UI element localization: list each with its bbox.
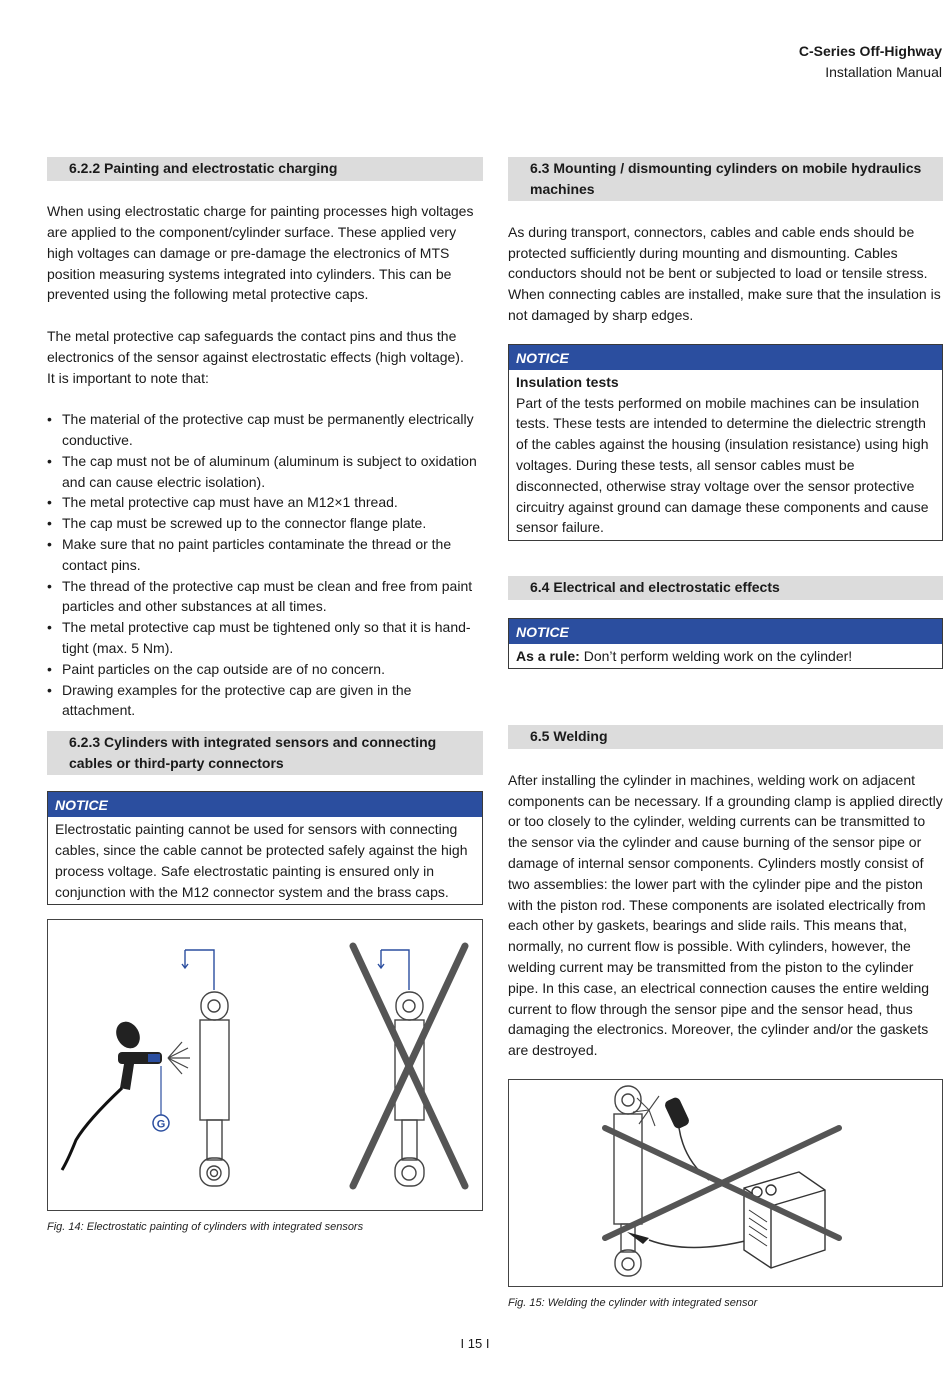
- section-6-3-title: 6.3 Mounting / dismounting cylinders on mobile hydraulics machines: [508, 157, 943, 201]
- paragraph-text: It is important to note that:: [47, 369, 209, 386]
- grounding-clamp-icon: [627, 1232, 749, 1248]
- paragraph: As during transport, connectors, cables and cable ends should be protected sufficiently during mounting and dismounting. Cables conductors should not be bent or subjected to load or tensile stress. When connecting cables are installed, make sure that the insulation is not damaged by sharp edges.: [508, 223, 941, 323]
- header-subtitle: Installation Manual: [825, 64, 942, 80]
- notice-text: Part of the tests performed on mobile machines can be insulation tests. These tests are intended to determine the dielectric strength of the cables against the housing (insulation resistance) using high voltages. During these tests, all sensor cables must be disconnected, otherwise stray voltage over the sensor protective circuitry against ground can damage these components and cause sensor failure.: [516, 394, 929, 536]
- spray-gun-icon: [62, 1018, 190, 1171]
- notice-box: [508, 618, 943, 670]
- figure-15: [508, 1079, 943, 1287]
- list-item: • Make sure that no paint particles contaminate the thread or the contact pins.: [47, 534, 483, 576]
- notice-label: NOTICE: [509, 619, 942, 644]
- left-column: [47, 157, 483, 1233]
- notice-box: [508, 344, 943, 541]
- welding-machine-icon: [744, 1172, 825, 1268]
- right-column: [508, 157, 943, 1309]
- list-item: • Paint particles on the cap outside are of no concern.: [47, 659, 483, 680]
- bullet-list: [47, 409, 483, 721]
- list-item: • The material of the protective cap must be permanently electrically conductive.: [47, 409, 483, 451]
- notice-label: NOTICE: [509, 345, 942, 370]
- paragraph-text: The metal protective cap safeguards the contact pins and thus the electronics of the sensor against electrostatic effects (high voltage).: [47, 328, 464, 365]
- figure-15-caption: Fig. 15: Welding the cylinder with integrated sensor: [508, 1296, 758, 1309]
- notice-box: [47, 791, 483, 905]
- notice-label: NOTICE: [48, 792, 482, 817]
- notice-bold-text: As a rule:: [516, 647, 580, 664]
- list-item: • The cap must be screwed up to the connector flange plate.: [47, 513, 483, 534]
- notice-text: Don’t perform welding work on the cylinder!: [579, 647, 853, 664]
- list-item: • The metal protective cap must have an M12×1 thread.: [47, 492, 483, 513]
- figure-marker-g: G: [156, 1118, 166, 1131]
- list-item: • The thread of the protective cap must be clean and free from paint particles and other substances at all times.: [47, 576, 483, 618]
- section-6-2-2-title: 6.2.2 Painting and electrostatic charging: [47, 157, 483, 181]
- notice-heading: Insulation tests: [516, 373, 619, 390]
- list-item: • The metal protective cap must be tightened only so that it is hand-tight (max. 5 Nm).: [47, 617, 483, 659]
- page-number: I 15 I: [460, 1336, 490, 1351]
- figure-14-caption: Fig. 14: Electrostatic painting of cylinders with integrated sensors: [47, 1221, 364, 1234]
- section-6-4-title: 6.4 Electrical and electrostatic effects: [508, 576, 943, 600]
- list-item: • The cap must not be of aluminum (aluminum is subject to oxidation and can cause electric isolation).: [47, 451, 483, 493]
- figure-14: [47, 919, 483, 1211]
- welding-cylinder-illustration: [509, 1080, 942, 1286]
- section-6-2-3-title: 6.2.3 Cylinders with integrated sensors and connecting cables or third-party connectors: [47, 731, 483, 775]
- notice-text: Electrostatic painting cannot be used for sensors with connecting cables, since the cable cannot be protected safely against the high process voltage. Safe electrostatic painting is ensured only in conjunction with the M12 connector system and the brass caps.: [55, 821, 468, 900]
- paragraph: After installing the cylinder in machines, welding work on adjacent components can be necessary. If a grounding clamp is applied directly or too closely to the cylinder, welding currents can be transmitted to the sensor via the cylinder and cause burning of the sensor pipe or damage of internal sensor components. Cylinders mostly consist of two assemblies: the lower part with the cylinder pipe and the piston with the piston rod. These components are isolated electrically from each other by gaskets, bearings and slide rails. This means that, normally, no current flow is possible. With cylinders, however, the welding current may be transmitted from the piston to the cylinder pipe. In this case, an electrical connection causes the entire welding current to flow through the sensor pipe and the sensor head, thus damaging the electronics. Moreover, the cylinder and/or the gaskets are destroyed.: [508, 771, 943, 1059]
- electrostatic-painting-illustration: [48, 920, 482, 1210]
- paragraph: When using electrostatic charge for painting processes high voltages are applied to the component/cylinder surface. These applied very high voltages can damage or pre-damage the electronics of MTS position measuring systems integrated into cylinders. This can be prevented using the following metal protective caps.: [47, 203, 474, 303]
- header-title: C-Series Off-Highway: [798, 43, 942, 59]
- paragraph: [47, 326, 483, 388]
- welding-torch-icon: [633, 1096, 709, 1180]
- page-header: [799, 41, 942, 83]
- section-6-5-title: 6.5 Welding: [508, 725, 943, 749]
- list-item: • Drawing examples for the protective cap are given in the attachment.: [47, 680, 483, 722]
